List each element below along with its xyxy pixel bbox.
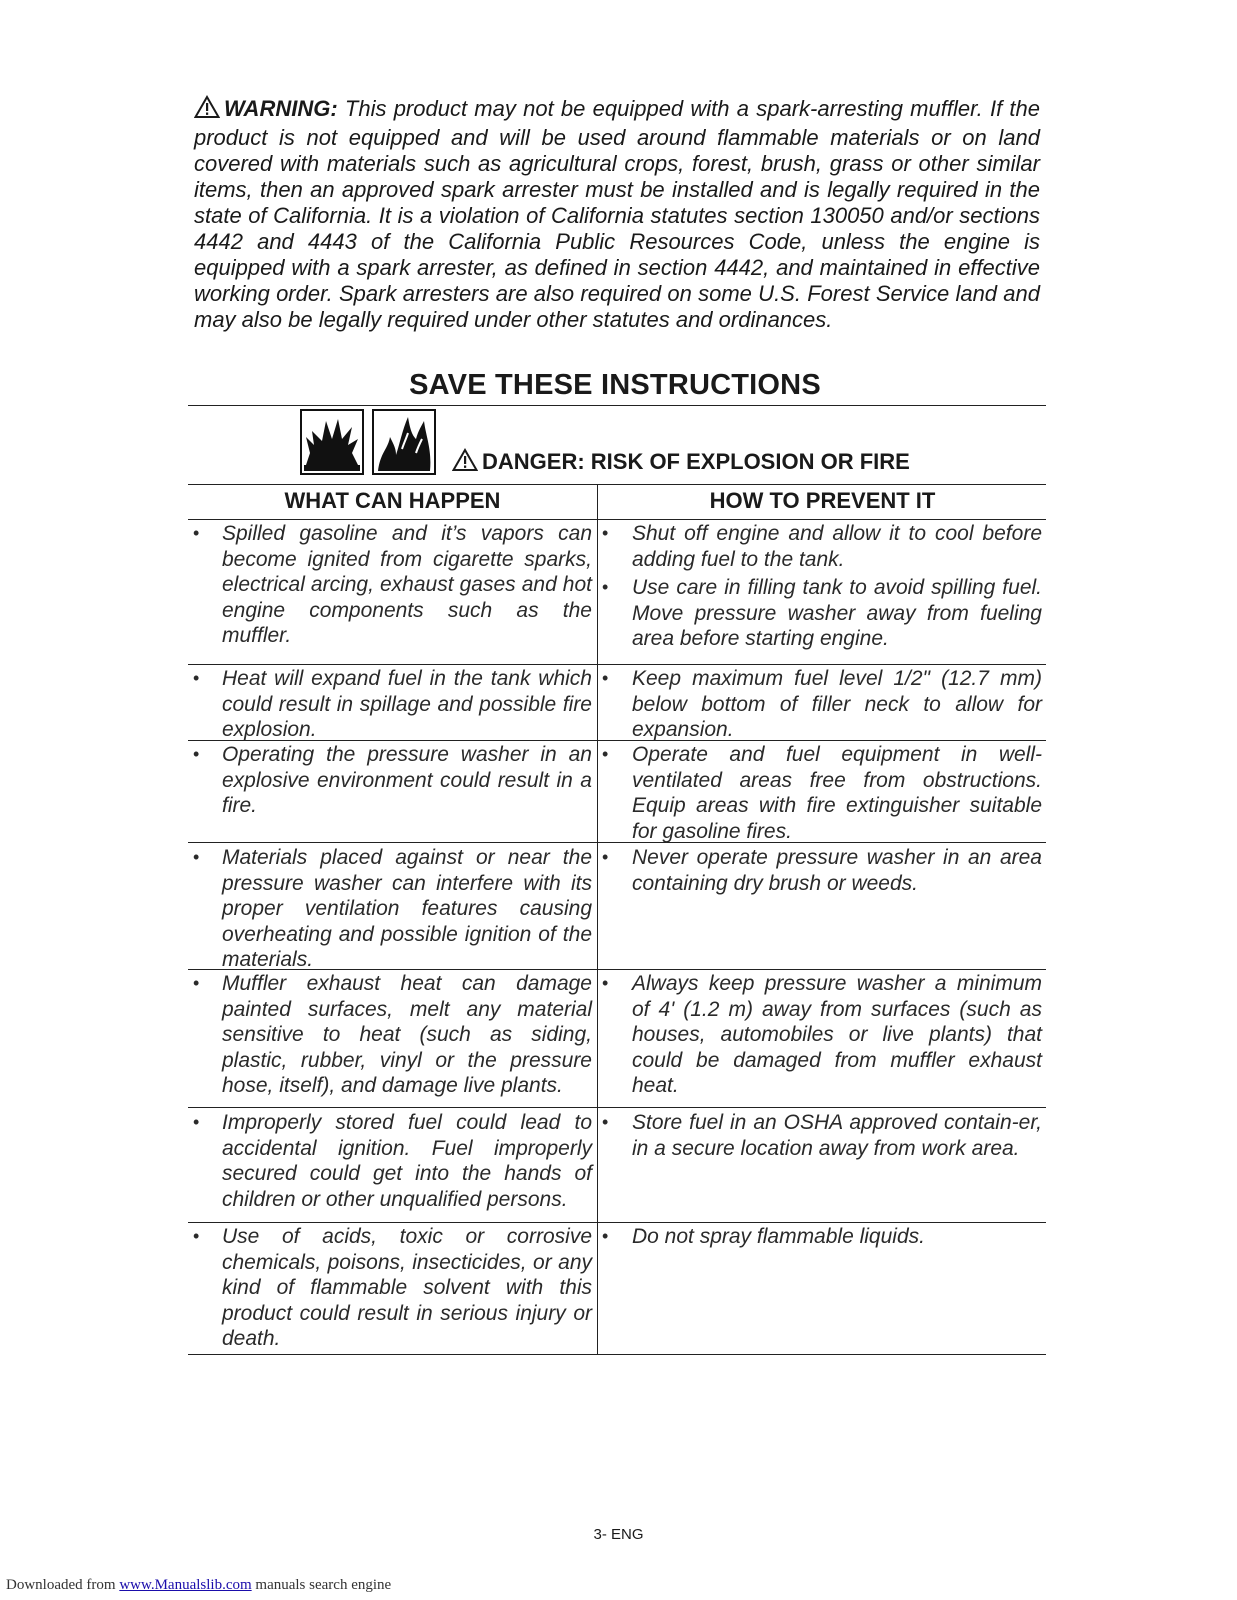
warning-triangle-icon: [194, 95, 220, 125]
explosion-icon: [300, 409, 364, 475]
divider: [188, 519, 1046, 520]
download-notice: [6, 1576, 391, 1594]
bullet: •: [193, 744, 200, 764]
bullet: •: [602, 1226, 609, 1246]
table-cell-happen: Spilled gasoline and it’s vapors can become ignited from cigarette sparks, electrical arcing, exhaust gases and hot engine components such as the muffler.: [222, 522, 592, 648]
table-cell-happen: Muffler exhaust heat can damage painted surfaces, melt any material sensitive to heat (such as siding, plastic, rubber, vinyl or the pressure hose, itself), and damage live plants.: [222, 972, 592, 1098]
bullet: •: [602, 1112, 609, 1132]
divider: [188, 1222, 1046, 1223]
bullet: •: [193, 668, 200, 688]
table-cell-happen: Improperly stored fuel could lead to accidental ignition. Fuel improperly secured could get into the hands of children or other unqualified persons.: [222, 1111, 592, 1211]
warning-label: WARNING:: [224, 96, 338, 121]
bullet: •: [193, 1112, 200, 1132]
table-cell-happen: Heat will expand fuel in the tank which could result in spillage and possible fire explosion.: [222, 667, 592, 742]
warning-text: This product may not be equipped with a spark-arresting muffler. If the product is not equipped and will be used around flammable materials or on land covered with materials such as agricultural crops, forest, brush, grass or other similar items, then an approved spark arrester must be installed and is legally required in the state of California. It is a violation of California statutes section 130050 and/or sections 4442 and 4443 of the California Public Resources Code, unless the engine is equipped with a spark arrester, as defined in section 4442, and maintained in effective working order. Spark arresters are also required on some U.S. Forest Service land and may also be legally required under other statutes and ordinances.: [194, 96, 1040, 332]
download-suffix: manuals search engine: [251, 1577, 392, 1593]
column-header-what-can-happen: WHAT CAN HAPPEN: [284, 488, 501, 513]
bullet: •: [602, 577, 609, 597]
divider: [188, 484, 1046, 485]
bullet: •: [193, 523, 200, 543]
bullet: •: [602, 523, 609, 543]
divider: [188, 1107, 1046, 1108]
warning-paragraph: [194, 95, 1040, 333]
manualslib-link[interactable]: www.Manualslib.com: [119, 1577, 252, 1593]
bullet: •: [602, 973, 609, 993]
bullet: •: [602, 744, 609, 764]
fire-icon: [372, 409, 436, 475]
bullet: •: [193, 1226, 200, 1246]
table-cell-happen: Operating the pressure washer in an explosive environment could result in a fire.: [222, 743, 592, 818]
danger-heading: [452, 448, 910, 478]
divider: [188, 1354, 1046, 1355]
bullet: •: [602, 847, 609, 867]
table-cell-prevent: Operate and fuel equipment in well-ventilated areas free from obstructions. Equip areas with fire extinguisher suitable for gasoline fires.: [632, 743, 1042, 843]
danger-text: DANGER: RISK OF EXPLOSION OR FIRE: [482, 449, 910, 474]
warning-triangle-icon: [452, 448, 478, 478]
table-cell-happen: Materials placed against or near the pressure washer can interfere with its proper ventilation features causing overheating and possible ignition of the materials.: [222, 846, 592, 972]
table-cell-prevent: Shut off engine and allow it to cool before adding fuel to the tank.: [632, 522, 1042, 571]
table-cell-prevent: Always keep pressure washer a minimum of 4' (1.2 m) away from surfaces (such as houses, automobiles or live plants) that could be damaged from muffler exhaust heat.: [632, 972, 1042, 1098]
bullet: •: [193, 847, 200, 867]
divider: [188, 664, 1046, 665]
table-cell-prevent: Keep maximum fuel level 1/2" (12.7 mm) below bottom of filler neck to allow for expansion.: [632, 667, 1042, 742]
download-prefix: Downloaded from: [6, 1577, 120, 1593]
bullet: •: [193, 973, 200, 993]
page-number: 3- ENG: [593, 1526, 644, 1543]
column-header-how-to-prevent-it: HOW TO PREVENT IT: [709, 488, 936, 513]
column-divider: [597, 485, 598, 1355]
page-title: SAVE THESE INSTRUCTIONS: [409, 369, 821, 401]
divider: [188, 405, 1046, 406]
table-cell-happen: Use of acids, toxic or corrosive chemicals, poisons, insecticides, or any kind of flammable solvent with this product could result in serious injury or death.: [222, 1225, 592, 1351]
table-cell-prevent: Do not spray flammable liquids.: [632, 1225, 925, 1248]
table-cell-prevent: Use care in filling tank to avoid spilling fuel. Move pressure washer away from fueling area before starting engine.: [632, 576, 1042, 651]
table-cell-prevent: Store fuel in an OSHA approved contain-er, in a secure location away from work area.: [632, 1111, 1042, 1160]
table-cell-prevent: Never operate pressure washer in an area containing dry brush or weeds.: [632, 846, 1042, 895]
bullet: •: [602, 668, 609, 688]
